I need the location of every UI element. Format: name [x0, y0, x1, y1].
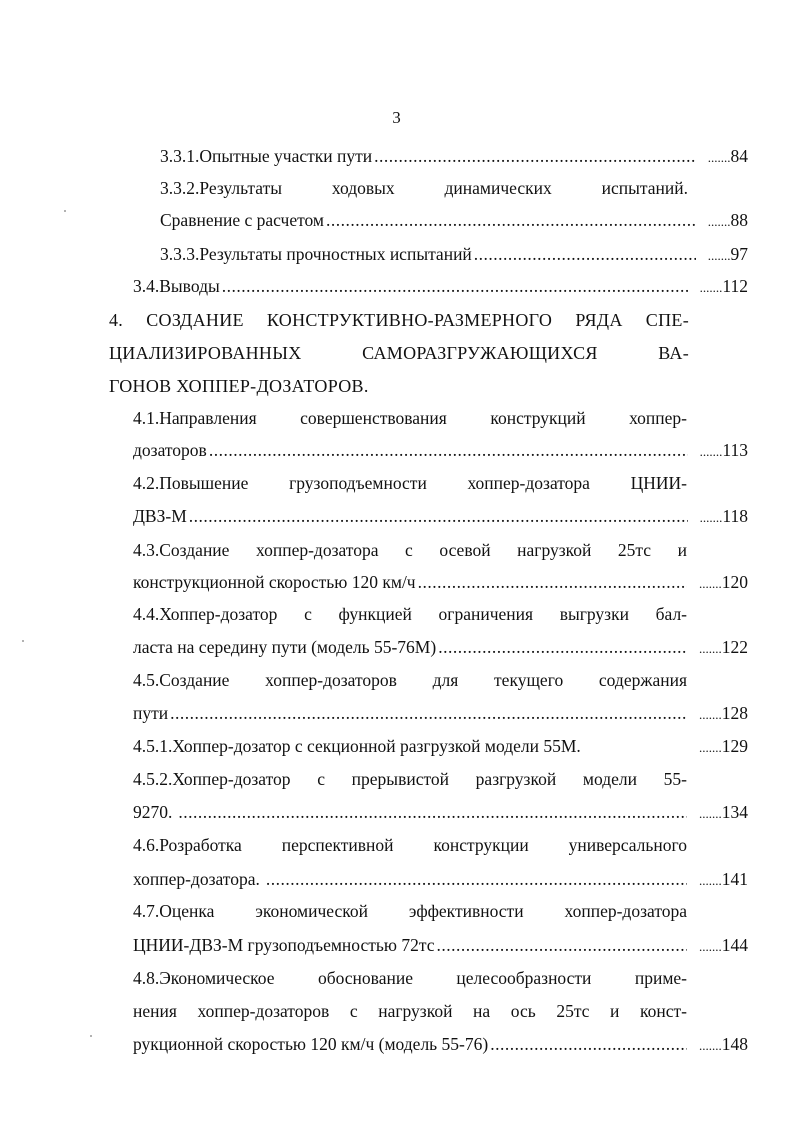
toc-leader	[474, 241, 696, 267]
toc-entry-title: ДВЗ-М	[133, 506, 187, 526]
toc-page-number: ....... 129	[699, 733, 748, 761]
toc-leader	[374, 143, 696, 169]
toc-leader	[266, 866, 687, 892]
toc-entry-4-1-line1[interactable]: 4.1.Направления совершенствования конструкций хоппер-	[133, 408, 687, 428]
toc-page-number: ....... 97	[708, 241, 748, 269]
toc-entry-title: 3.4.Выводы	[133, 276, 220, 296]
toc-page-number: ....... 112	[700, 273, 748, 301]
toc-entry-4-5-line1[interactable]: 4.5.Создание хоппер-дозаторов для текущего содержания	[133, 670, 687, 690]
toc-leader	[189, 503, 688, 529]
toc-entry-4-5-2-line1[interactable]: 4.5.2.Хоппер-дозатор с прерывистой разгрузкой модели 55-	[133, 769, 687, 789]
toc-entry-title: ЦНИИ-ДВЗ-М грузоподъемностью 72тс	[133, 935, 435, 955]
toc-entry-4-2-line1[interactable]: 4.2.Повышение грузоподъемности хоппер-дозатора ЦНИИ-	[133, 473, 687, 493]
toc-page-number: ....... 113	[700, 437, 748, 465]
scan-speck	[64, 210, 66, 212]
chapter-4-heading-line3[interactable]: ГОНОВ ХОППЕР-ДОЗАТОРОВ.	[109, 376, 369, 396]
toc-page-number: ....... 122	[699, 634, 748, 662]
toc-entry-4-8-line1[interactable]: 4.8.Экономическое обоснование целесообразности приме-	[133, 968, 687, 988]
toc-entry-4-4[interactable]	[133, 634, 748, 660]
toc-entry-4-5-2[interactable]	[133, 799, 748, 825]
toc-leader	[436, 932, 687, 958]
toc-entry-4-4-line1[interactable]: 4.4.Хоппер-дозатор с функцией ограничения выгрузки бал-	[133, 604, 687, 624]
toc-entry-4-6[interactable]	[133, 866, 748, 892]
page-number: 3	[392, 108, 401, 127]
toc-entry-title: 3.3.3.Результаты прочностных испытаний	[160, 244, 472, 264]
toc-entry-title: конструкционной скоростью 120 км/ч	[133, 572, 416, 592]
toc-leader	[178, 799, 687, 825]
toc-entry-title: Сравнение с расчетом	[160, 210, 325, 230]
toc-entry-title: 9270.	[133, 802, 173, 822]
toc-leader	[326, 207, 696, 233]
toc-entry-title: рукционной скоростью 120 км/ч (модель 55-76)	[133, 1034, 489, 1054]
toc-entry-4-7-line1[interactable]: 4.7.Оценка экономической эффективности хоппер-дозатора	[133, 901, 687, 921]
toc-entry-4-3-line1[interactable]: 4.3.Создание хоппер-дозатора с осевой нагрузкой 25тс и	[133, 540, 687, 560]
chapter-4-heading-line2[interactable]: ЦИАЛИЗИРОВАННЫХ САМОРАЗГРУЖАЮЩИХСЯ ВА-	[109, 343, 689, 363]
toc-entry-3-4[interactable]	[133, 273, 748, 299]
toc-entry-title: ласта на середину пути (модель 55-76М)	[133, 637, 437, 657]
toc-leader	[418, 569, 687, 595]
toc-entry-4-1[interactable]	[133, 437, 748, 463]
toc-page-number: ....... 84	[708, 143, 748, 171]
toc-page-number: ....... 144	[699, 932, 748, 960]
toc-leader	[170, 700, 687, 726]
toc-entry-3-3-3[interactable]	[160, 241, 748, 267]
toc-page-number: ....... 148	[699, 1031, 748, 1059]
toc-entry-title: дозаторов	[133, 440, 207, 460]
toc-entry-title: хоппер-дозатора.	[133, 869, 260, 889]
toc-entry-4-6-line1[interactable]: 4.6.Розработка перспективной конструкции универсального	[133, 835, 687, 855]
toc-page-number: ....... 120	[699, 569, 748, 597]
toc-entry-4-2[interactable]	[133, 503, 748, 529]
toc-leader	[222, 273, 688, 299]
scan-speck	[22, 640, 24, 642]
toc-entry-3-3-1[interactable]	[160, 143, 748, 169]
toc-page-number: ....... 134	[699, 799, 748, 827]
toc-page-number: ....... 141	[699, 866, 748, 894]
toc-page-number: ....... 128	[699, 700, 748, 728]
toc-page-number: ....... 118	[700, 503, 748, 531]
scan-speck	[90, 1035, 92, 1037]
toc-page-number: ....... 88	[708, 207, 748, 235]
chapter-4-heading-line1[interactable]: 4. СОЗДАНИЕ КОНСТРУКТИВНО-РАЗМЕРНОГО РЯДА СПЕ-	[109, 310, 689, 330]
toc-entry-4-3[interactable]	[133, 569, 748, 595]
toc-entry-title: 4.5.1.Хоппер-дозатор с секционной разгрузкой модели 55М.	[133, 736, 581, 756]
toc-entry-title: пути	[133, 703, 169, 723]
toc-entry-4-5-1[interactable]	[133, 733, 748, 759]
toc-entry-4-8-line2[interactable]: нения хоппер-дозаторов с нагрузкой на ось 25тс и конст-	[133, 1001, 687, 1021]
toc-leader	[490, 1031, 687, 1057]
toc-entry-3-3-2[interactable]	[160, 207, 748, 233]
toc-entry-4-8[interactable]	[133, 1031, 748, 1057]
toc-leader	[209, 437, 688, 463]
toc-entry-title: 3.3.1.Опытные участки пути	[160, 146, 373, 166]
toc-entry-4-5[interactable]	[133, 700, 748, 726]
toc-entry-3-3-2-line1[interactable]: 3.3.2.Результаты ходовых динамических испытаний.	[160, 178, 688, 198]
toc-leader	[438, 634, 687, 660]
toc-entry-4-7[interactable]	[133, 932, 748, 958]
